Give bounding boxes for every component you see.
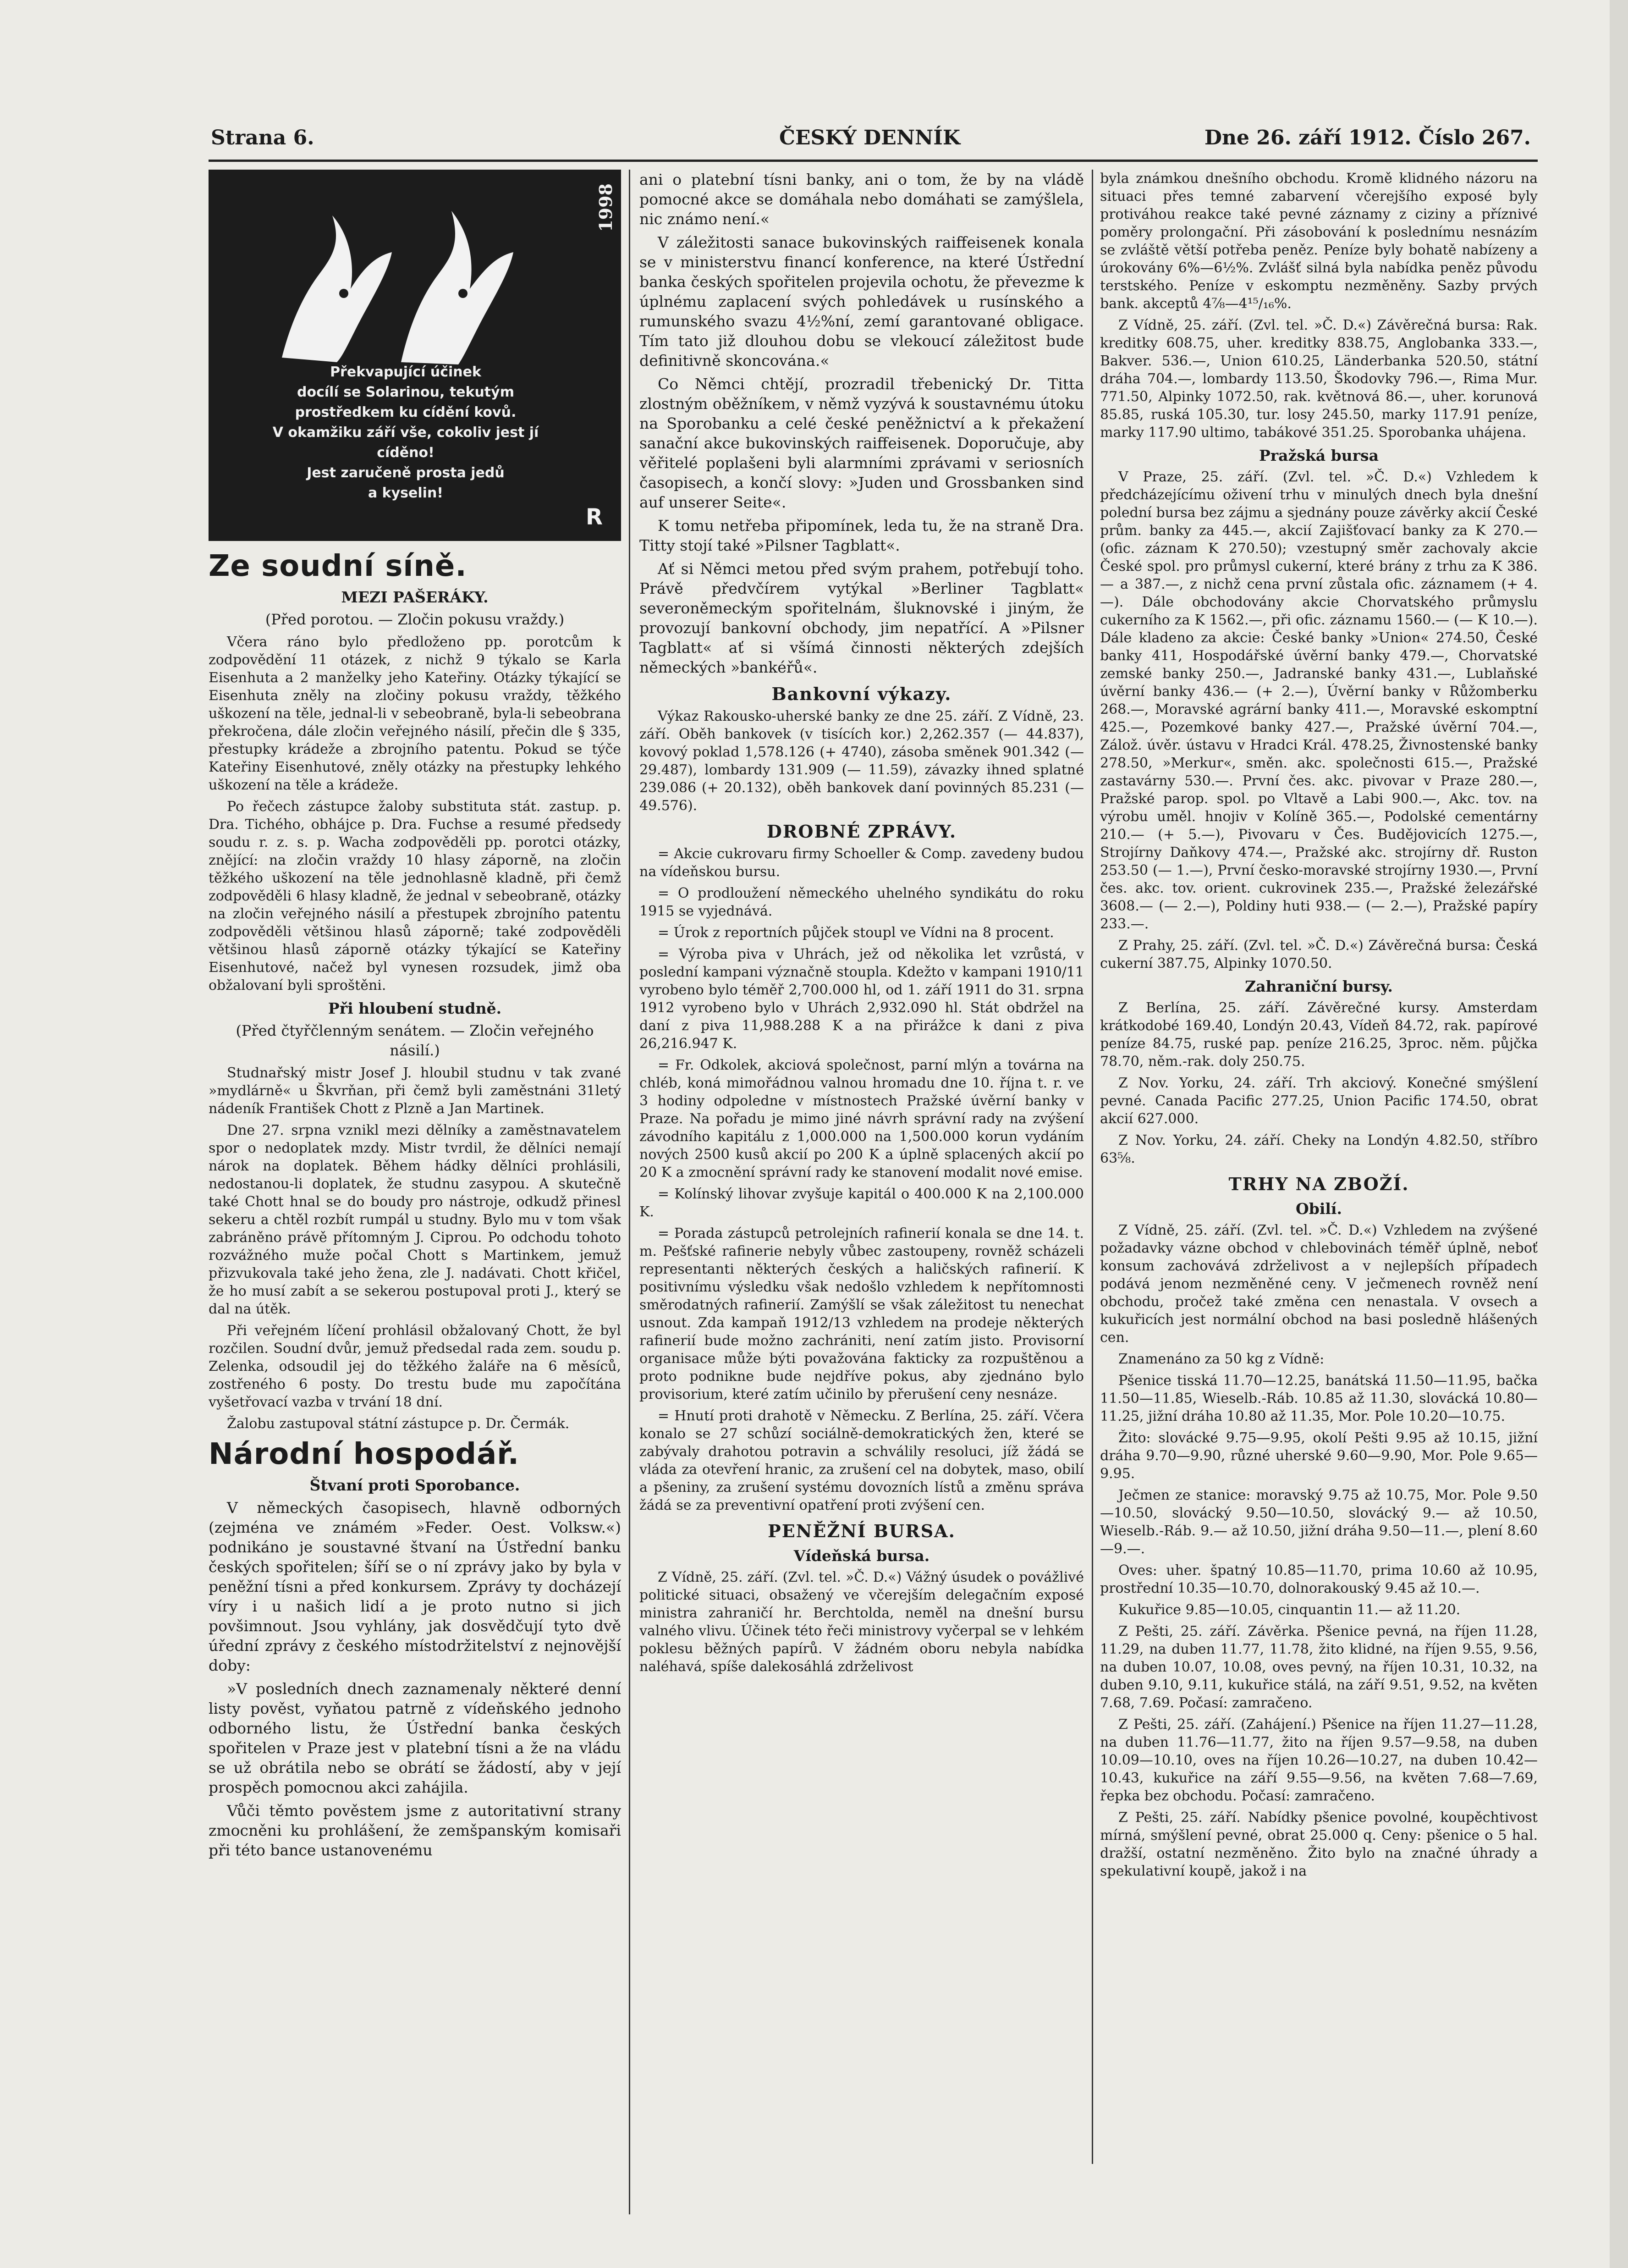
section-heading: Ze soudní síně. [209,549,467,583]
news-item: = Výroba piva v Uhrách, jež od několika let vzrůstá, v poslední kampani význačně stoupla. Kdežto v kampani 1910/11 vyrobeno bylo téměř 2,700.000 hl, od 1. září 1911 do 31. srpna 1912 vyrobeno bylo v Uhrách 2,932.090 hl. Stát obdržel na daní z piva 11,988.288 K a na přirážce k dani z piva 26,216.947 K. [639,946,1084,1052]
ad-line: V okamžiku září vše, cokoliv jest jí [272,425,539,441]
article-paragraph: Včera ráno bylo předloženo pp. porotcům k zodpovědění 11 otázek, z nichž 9 týkalo se Karla Eisenhuta a 2 manželky jeho Kateřiny. Otázky týkající se Eisenhuta zněly na zločiny pokusu vraždy, těžkého uškození na těle, jednal-li v sebeobraně, byla-li sebeobrana překročena, dále zločin veřejného násilí, přečin dle § 335, přestupky krádeže a zbrojního patentu. Pokud se týče Kateřiny Eisenhutové, zněly otázky na přestupky lehkého uškození na těle a krádeže. [209,634,621,793]
ad-line: Překvapující účinek [330,364,481,380]
ad-line: cíděno! [377,445,434,461]
section-heading: PENĚŽNÍ BURSA. [768,1521,956,1541]
article-paragraph: Výkaz Rakousko-uherské banky ze dne 25. září. Z Vídně, 23. září. Oběh bankovek (v tisících kor.) 2,262.357 (— 44.837), kovový poklad 1,578.126 (+ 4740), zásoba směnek 901.342 (— 29.487), lombardy 131.909 (— 11.59), závazky ihned splatné 239.086 (+ 20.132), oběh bankovek daní povinných 85.231 (— 49.576). [639,708,1084,814]
section-heading: TRHY NA ZBOŽÍ. [1228,1174,1409,1194]
article-paragraph: V Praze, 25. září. (Zvl. tel. »Č. D.«) Vzhledem k předcházejícímu oživení trhu v minulých dnech byla dnešní polední bursa bez zájmu a sjednány pouze závěrky akcií České prům. banky za 445.—, akcií Zajišťovací banky za K 270.— (ofic. záznam K 270.50); vzestupný směr zachovaly akcie České spol. pro průmysl cukerní, které brány z trhu za K 386.— a 387.—, z nichž cena první zůstala ofic. záznamem (+ 4.—). Dále obchodovány akcie Chorvatského průmyslu cukerního za K 1562.—, při ofic. záznamu 1560.— (— K 10.—). Dále kladeno za akcie: České banky »Union« 274.50, České banky 411, Hospodářské úvěrní banky 479.—, Chorvatské zemské banky 250.—, Jadranské banky 431.—, Lublaňské úvěrní banky 436.— (+ 2.—), Úvěrní banky v Růžomberku 268.—, Moravské agrární banky 411.—, Moravské eskomptní 425.—, Pozemkové banky 427.—, Pražské úvěrní 704.—, Zálož. úvěr. ústavu v Hradci Král. 478.25, Živnostenské banky 278.50, »Merkur«, směn. akc. společnosti 615.—, Pražské zastavárny 530.—. První čes. akc. pivovar v Praze 280.—, Pražské parop. spol. po Vltavě a Labi 900.—, Akc. tov. na výrobu uměl. hnojiv v Kolíně 365.—, Podolské cementárny 210.— (+ 5.—), Pivovaru v Čes. Budějovicích 1275.—, Strojírny Daňkovy 474.—, Pražské akc. strojírny dř. Ruston 253.50 (— 1.—), První česko-moravské strojírny 1930.—, První čes. akc. tov. orient. cukrovinek 235.—, Pražské železářské 3608.— (— 2.—), Poldiny huti 938.— (— 2.—), Pražské papíry 233.—. [1100,469,1538,932]
article-paragraph: Studnařský mistr Josef J. hloubil studnu v tak zvané »mydlárně« u Škvrňan, při čemž byli zaměstnáni 31letý nádeník František Chott z Plzně a Jan Martinek. [209,1065,621,1117]
section-heading: Bankovní výkazy. [771,684,952,704]
article-subtitle: (Před porotou. — Zločin pokusu vraždy.) [265,611,565,628]
solarina-advertisement [209,170,621,541]
ad-line: Jest zaručeně prosta jedů [307,465,505,481]
price-paragraph: Žito: slovácké 9.75—9.95, okolí Pešti 9.95 až 10.15, jižní dráha 9.70—9.90, různé uherské 9.60—9.90, Mor. Pole 9.65—9.95. [1100,1430,1538,1482]
section-heading: Národní hospodář. [209,1437,520,1471]
news-item: = O prodloužení německého uhelného syndikátu do roku 1915 se vyjednává. [639,885,1084,919]
column-divider [1092,170,1093,2164]
column-3 [1100,170,1538,2164]
article-title: Štvaní proti Sporobance. [309,1476,520,1494]
column-2 [639,170,1084,2164]
section-heading: DROBNÉ ZPRÁVY. [766,821,957,842]
figures-illustration [264,183,548,367]
news-item: = Hnutí proti drahotě v Německu. Z Berlína, 25. září. Včera konalo se 27 schůzí sociálně-demokratických žen, které se zabývaly drahotou potravin a schválily resoluci, jíž žádá se vláda za otevření hranic, za zrušení cel na dobytek, maso, obilí a pšeniny, za zrušení systému dovozních lístů a změnu správa žádá se za preventivní opatření proti zvýšení cen. [639,1408,1084,1513]
price-paragraph: Ječmen ze stanice: moravský 9.75 až 10.75, Mor. Pole 9.50—10.50, slovácký 9.50—10.50, slovácký 9.— až 10.50, Wieselb.-Ráb. 9.— až 10.50, jižní dráha 9.50—11.—, plení 8.60—9.—. [1100,1487,1538,1557]
news-item: = Akcie cukrovaru firmy Schoeller & Comp. zavedeny budou na vídeňskou bursu. [639,846,1084,880]
article-paragraph: Z Berlína, 25. září. Závěrečné kursy. Amsterdam krátkodobé 169.40, Londýn 20.43, Vídeň 84.72, rak. papírové peníze 84.75, ruské pap. peníze 216.25, 3proc. něm. půjčka 78.70, něm.-rak. doly 250.75. [1100,1000,1538,1070]
ad-line: a kyselin! [368,485,443,501]
price-paragraph: Kukuřice 9.85—10.05, cinquantin 11.— až 11.20. [1118,1602,1461,1618]
page-number: Strana 6. [211,126,314,149]
article-paragraph: Vůči těmto pověstem jsme z autoritativní strany zmocněni ku prohlášení, že zemšpanským komisaři při této bance ustanovenému [209,1802,621,1859]
article-title: MEZI PAŠERÁKY. [341,588,489,606]
issue-date: Dne 26. září 1912. Číslo 267. [1204,126,1531,149]
article-paragraph: K tomu netřeba připomínek, leda tu, že na straně Dra. Titty stojí také »Pilsner Tagblatt«. [639,517,1084,554]
article-paragraph: Z Vídně, 25. září. (Zvl. tel. »Č. D.«) Vážný úsudek o povážlivé politické situaci, obsažený ve včerejším delegačním exposé ministra zahraničí hr. Berchtolda, neměl na dnešní bursu valného vlivu. Účinek této řeči ministrovy vyčerpal se v lehkém poklesu běžných papírů. V žádném oboru nebyla nabídka naléhavá, spíše dalekosáhlá zdrželivost [639,1569,1084,1675]
article-paragraph: Znamenáno za 50 kg z Vídně: [1118,1351,1325,1367]
article-subtitle: (Před čtyřčlenným senátem. — Zločin veřejného násilí.) [236,1022,594,1059]
section-heading: Pražská bursa [1259,447,1379,464]
article-paragraph: »V posledních dnech zaznamenaly některé denní listy pověst, vyňatou patrně z vídeňského jednoho odborného listu, že Ústřední banka českých spořitelen v Praze jest v platební tísni a že na vládu se už obrátila nebo se obrátí se žádostí, aby v její prospěch pomocnou akci zahájila. [209,1680,621,1796]
article-paragraph: Žalobu zastupoval státní zástupce p. Dr. Čermák. [227,1416,570,1432]
news-item: = Porada zástupců petrolejních rafinerií konala se dne 14. t. m. Pešťské rafinerie nebyly vůbec zastoupeny, rovněž scházeli representanti některých českých a haličských rafinerií. K positivnímu výsledku však nedošlo vzhledem k nepřítomnosti směrodatných rafinerií. Zamýšlí se však záležitost tu nenechat usnout. Zda kampaň 1912/13 vzhledem na prodeje některých rafinerií bude možno zachrániti, není zatím jisto. Provisorní organisace může býti považována fakticky za rozpuštěnou a proto podnikne bude nejdříve pokus, aby zjednáno bylo provisorium, které zatím učinilo by přerušení ceny nesnáze. [639,1225,1084,1402]
article-paragraph: Z Nov. Yorku, 24. září. Trh akciový. Konečné smýšlení pevné. Canada Pacific 277.25, Union Pacific 174.50, obrat akcií 627.000. [1100,1075,1538,1127]
section-subheading: Obilí. [1296,1200,1342,1218]
masthead-title: ČESKÝ DENNÍK [779,126,961,149]
header-rule [209,160,1538,162]
article-paragraph: Z Vídně, 25. září. (Zvl. tel. »Č. D.«) Vzhledem na zvýšené požadavky vázne obchod v chlebovinách téměř úplně, neboť konsum zachovává zdrželivost a v nejlepších případech podává jenom nezměněné ceny. V ječmenech rovněž není obchodu, pročež také změna cen nenastala. V ovsech a kukuřicích jest normální obchod na basi posledně hlášených cen. [1100,1222,1538,1346]
article-paragraph: Z Pešti, 25. září. Nabídky pšenice povolné, koupěchtivost mírná, smýšlení pevné, obrat 25.000 q. Ceny: pšenice o 5 hal. dražší, ostatní nezměněno. Žito bylo na značné úhrady a spekulativní koupě, jakož i na [1100,1810,1538,1879]
news-item: = Fr. Odkolek, akciová společnost, parní mlýn a továrna na chléb, koná mimořádnou valnou hromadu dne 10. října t. r. ve 3 hodiny odpoledne v místnostech Pražské úvěrní banky v Praze. Na pořadu je mimo jiné návrh správní rady na zvýšení závodního kapitálu z 1,000.000 na 1,500.000 korun vydáním nových 2500 kusů akcií po 200 K a úplně splacených akcií po 20 K a zmocnění správní rady ke stanovení modalit nové emise. [639,1057,1084,1181]
article-paragraph: Co Němci chtějí, prozradil třebenický Dr. Titta zlostným oběžníkem, v němž vyzývá k soustavnému útoku na Sporobanku a celé české peněžnictví a k překažení sanační akce bukovinských raiffeisenek. Doporučuje, aby věřitelé poplašeni byli alarmními zprávami v seriosních časopisech, a končí slovy: »Juden und Grossbanken sind auf unserer Seite«. [639,375,1084,511]
ad-line: prostředkem ku cídění kovů. [295,404,517,420]
article-paragraph: Z Nov. Yorku, 24. září. Cheky na Londýn 4.82.50, stříbro 63⅝. [1100,1132,1538,1166]
column-divider [629,170,630,2214]
ad-line: docílí se Solarinou, tekutým [297,384,514,400]
article-paragraph: Ať si Němci metou před svým prahem, potřebují toho. Právě předvčírem vytýkal »Berliner Tagblatt« severoněmeckým spořitelnám, šluknovské i jiným, že provozují bankovní obchody, jim nepatřící. A »Pilsner Tagblatt« ať si všímá činnosti některých zdejších německých »bankéřů«. [639,560,1084,676]
article-paragraph: V německých časopisech, hlavně odborných (zejména ve známém »Feder. Oest. Volksw.«) podnikáno je soustavné štvaní na Ústřední banku českých spořitelen; šíří se o ní zprávy jako by byla v peněžní tísni a před konkursem. Zprávy ty docházejí víry i u našich lidí a je proto nutno si jich povšimnout. Jsou vyhlány, jak dosvědčují tyto dvě úřední zprávy z českého místodržitelství z nejnovější doby: [209,1499,621,1674]
article-paragraph: Dne 27. srpna vznikl mezi dělníky a zaměstnavatelem spor o nedoplatek mzdy. Mistr tvrdil, že dělníci nemají nárok na doplatek. Během hádky dělníci prohlásili, nedostanou-li doplatek, že studnu zasypou. A skutečně také Chott hnal se do boudy pro nástroje, odkudž přinesl sekeru a chtěl rozbít rumpál u studny. Bylo mu v tom však zabráněno právě přítomným J. Ciprou. Po odchodu tohoto rozvážného muže počal Chott s Martinkem, jemuž přizvukovala také jeho žena, zle J. nadávati. Chott křičel, že ho musí zabít a se sekerou postupoval proti J., který se dal na útěk. [209,1122,621,1317]
column-1 [209,170,621,2214]
ad-number: 1998 [595,183,616,232]
page-edge [1610,0,1628,2268]
section-heading: Zahraniční bursy. [1245,977,1393,995]
ad-text [264,362,548,503]
page-header [211,126,1531,154]
article-paragraph: Při veřejném líčení prohlásil obžalovaný Chott, že byl rozčilen. Soudní dvůr, jemuž předsedal rada zem. soudu p. Zelenka, odsoudil jej do těžkého žaláře na 6 měsíců, zostřeného 6 posty. Do trestu bude mu započítána vyšetřovací vazba v trvání 18 dní. [209,1323,621,1410]
price-paragraph: Pšenice tisská 11.70—12.25, banátská 11.50—11.95, bačka 11.50—11.85, Wieselb.-Ráb. 10.85 až 11.30, slovácká 10.80—11.25, jižní dráha 10.80 až 11.35, Mor. Pole 10.20—10.75. [1100,1373,1538,1424]
article-paragraph: V záležitosti sanace bukovinských raiffeisenek konala se v ministerstvu financí konference, na které Ústřední banka českých spořitelen projevila ochotu, že převezme k úplnému zaplacení svých pohledávek u rusínského a rumunského svazu 4½%ní, zemí garantované obligace. Tím tato již dlouhou dobu se vlekoucí záležitost bude definitivně skoncována.« [639,233,1084,370]
article-paragraph: ani o platební tísni banky, ani o tom, že by na vládě pomocné akce se domáhala nebo domáhati se zamýšlela, nic známo není.« [639,171,1084,228]
article-paragraph: Z Pešti, 25. září. (Zahájení.) Pšenice na říjen 11.27—11.28, na duben 11.76—11.77, žito na říjen 9.57—9.58, na duben 10.09—10.10, oves na říjen 10.26—10.27, na duben 10.42—10.43, kukuřice na září 9.55—9.56, na květen 7.68—7.69, řepka bez obchodu. Počasí: zamračeno. [1100,1716,1538,1804]
section-subheading: Vídeňská bursa. [793,1547,930,1565]
news-item: = Úrok z reportních půjček stoupl ve Vídni na 8 procent. [658,925,1054,941]
price-paragraph: Oves: uher. špatný 10.85—11.70, prima 10.60 až 10.95, prostřední 10.35—10.70, dolnorakouský 9.45 až 10.—. [1100,1562,1538,1596]
article-paragraph: byla známkou dnešního obchodu. Kromě klidného názoru na situaci přes temné zabarvení včerejšího exposé byly protiváhou reakce také pevné záznamy z ciziny a příznivé poměry prolongační. Při zásobování k poslednímu nesnázím se zvláště větší potřeba peněz. Peníze byly bohatě nabízeny a úrokovány 6%—6½%. Zvlášť silná byla nabídka peněz původu terstského. Peníze v eskomptu nezměněny. Sazby prvých bank. akceptů 4⅞—4¹⁵/₁₆%. [1100,171,1538,312]
article-paragraph: Po řečech zástupce žaloby substituta stát. zastup. p. Dra. Tichého, obhájce p. Dra. Fuchse a resumé předsedy soudu r. z. s. p. Wacha zodpověděli pp. porotci otázky, znějící: na zločin vraždy 10 hlasy záporně, na zločin těžkého uškození na těle jednohlasně kladně, při čemž zodpověděli 6 hlasy kladně, že jednal v sebeobraně, otázky na zločin veřejného násilí a přestupek zbrojního patentu zodpověděli většinou hlasů záporně; také zodpověděli většinou hlasů záporně otázky týkající se Kateřiny Eisenhutové, načež byl vynesen rozsudek, jimž oba obžalovaní byli sproštěni. [209,799,621,993]
article-title: Při hloubení studně. [328,999,502,1017]
article-paragraph: Z Prahy, 25. září. (Zvl. tel. »Č. D.«) Závěrečná bursa: Česká cukerní 387.75, Alpinky 1070.50. [1100,938,1538,971]
news-item: = Kolínský lihovar zvyšuje kapitál o 400.000 K na 2,100.000 K. [639,1186,1084,1220]
article-paragraph: Z Pešti, 25. září. Závěrka. Pšenice pevná, na říjen 11.28, 11.29, na duben 11.77, 11.78, žito klidné, na říjen 9.55, 9.56, na duben 10.07, 10.08, oves pevný, na říjen 10.31, 10.32, na duben 9.10, 9.11, kukuřice stálá, na září 9.51, 9.52, na květen 7.68, 7.69. Počasí: zamračeno. [1100,1623,1538,1711]
ad-logo: R [586,504,603,530]
article-paragraph: Z Vídně, 25. září. (Zvl. tel. »Č. D.«) Závěrečná bursa: Rak. kreditky 608.75, uher. kreditky 838.75, Anglobanka 333.—, Bakver. 536.—, Union 610.25, Länderbanka 520.50, státní dráha 704.—, lombardy 113.50, Škodovky 796.—, Rima Mur. 771.50, Alpinky 1072.50, rak. květnová 86.—, uher. korunová 85.85, ruská 105.30, tur. losy 245.50, marky 117.91 peníze, marky 117.90 ultimo, tabákové 351.25. Sporobanka uhájena. [1100,317,1538,441]
